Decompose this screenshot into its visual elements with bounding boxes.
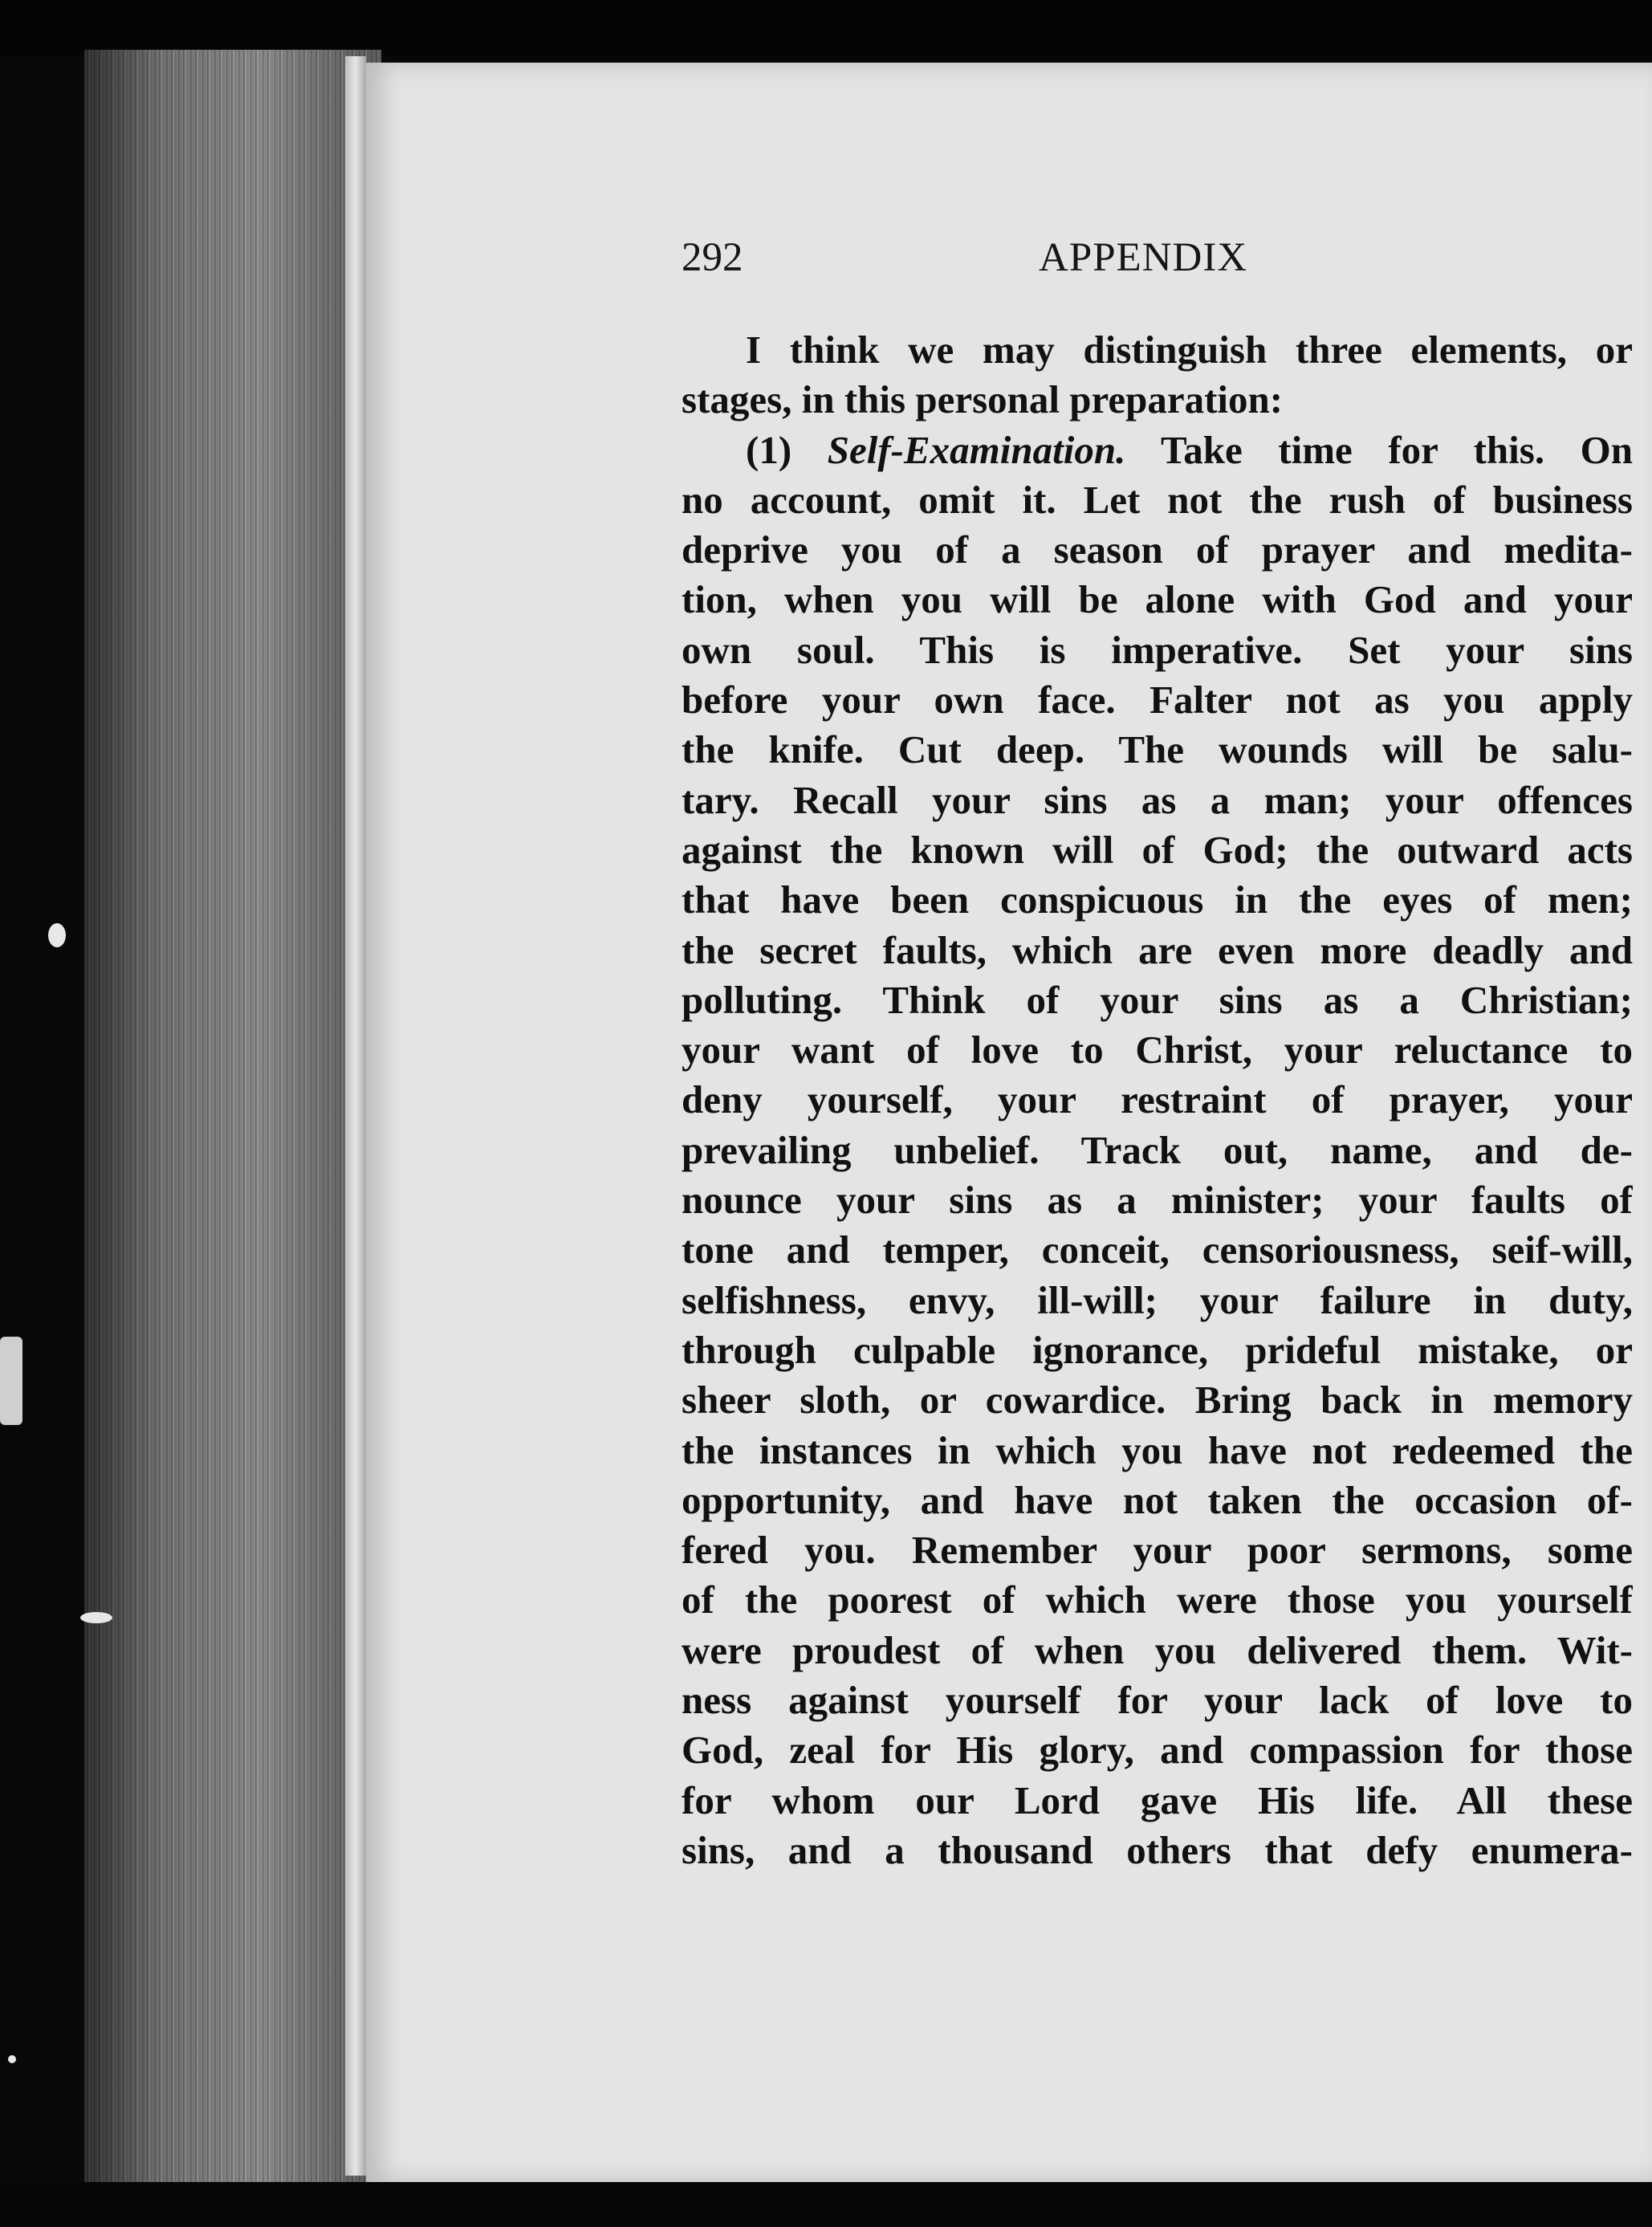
section-number: (1) xyxy=(746,427,828,472)
text-line: prevailing unbelief. Track out, name, and de- xyxy=(682,1127,1633,1172)
text-line: God, zeal for His glory, and compassion for those xyxy=(682,1728,1633,1773)
scan-speck xyxy=(0,1337,22,1425)
text-line: the secret faults, which are even more deadly and xyxy=(682,927,1633,972)
text-line: for whom our Lord gave His life. All these xyxy=(682,1777,1633,1822)
text-line: tary. Recall your sins as a man; your offences xyxy=(682,777,1633,822)
text-line: fered you. Remember your poor sermons, some xyxy=(682,1528,1633,1573)
running-head xyxy=(682,234,1633,291)
text-line: stages, in this personal preparation: xyxy=(682,377,1284,422)
text-line: sins, and a thousand others that defy enumera- xyxy=(682,1827,1633,1872)
text-line: deny yourself, your restraint of prayer, your xyxy=(682,1077,1633,1122)
text-line: tion, when you will be alone with God and your xyxy=(682,577,1633,622)
text-line: were proudest of when you delivered them. Wit- xyxy=(682,1627,1633,1672)
text-line xyxy=(682,425,1633,475)
book-page-edges xyxy=(84,50,381,2185)
text-line: through culpable ignorance, prideful mistake, or xyxy=(682,1327,1633,1372)
scan-speck xyxy=(48,923,66,947)
text-line: I think we may distinguish three elements, or xyxy=(746,328,1633,372)
running-title: APPENDIX xyxy=(1039,235,1248,280)
body-text xyxy=(682,325,1633,1875)
page-edge-highlight xyxy=(345,56,366,2176)
text-line: against the known will of God; the outward acts xyxy=(682,827,1633,872)
text-line: own soul. This is imperative. Set your sins xyxy=(682,627,1633,672)
line-text: Take time for this. On xyxy=(1125,427,1633,472)
text-line: ness against yourself for your lack of love to xyxy=(682,1678,1633,1723)
scan-top-border xyxy=(0,0,1652,56)
text-line: polluting. Think of your sins as a Christian; xyxy=(682,977,1633,1022)
text-line: nounce your sins as a minister; your faults of xyxy=(682,1178,1633,1223)
text-line: selfishness, envy, ill-will; your failure in duty, xyxy=(682,1277,1633,1322)
text-line: opportunity, and have not taken the occasion of- xyxy=(682,1477,1633,1522)
text-line: tone and temper, conceit, censoriousness, seif-will, xyxy=(682,1227,1633,1272)
text-line: before your own face. Falter not as you apply xyxy=(682,678,1633,723)
section-heading: Self-Examination. xyxy=(827,427,1126,472)
text-line: of the poorest of which were those you yourself xyxy=(682,1578,1633,1622)
scan-speck xyxy=(80,1612,112,1623)
text-line: your want of love to Christ, your reluctance to xyxy=(682,1028,1633,1073)
scan-bottom-border xyxy=(0,2182,1652,2227)
text-line: sheer sloth, or cowardice. Bring back in memory xyxy=(682,1378,1633,1423)
text-line: the knife. Cut deep. The wounds will be salu- xyxy=(682,727,1633,772)
page-number: 292 xyxy=(682,235,743,280)
scan-speck xyxy=(8,2055,16,2063)
text-line: deprive you of a season of prayer and medita- xyxy=(682,527,1633,572)
text-line: the instances in which you have not redeemed the xyxy=(682,1427,1633,1472)
text-line: no account, omit it. Let not the rush of business xyxy=(682,477,1633,522)
text-line: that have been conspicuous in the eyes of men; xyxy=(682,877,1633,922)
